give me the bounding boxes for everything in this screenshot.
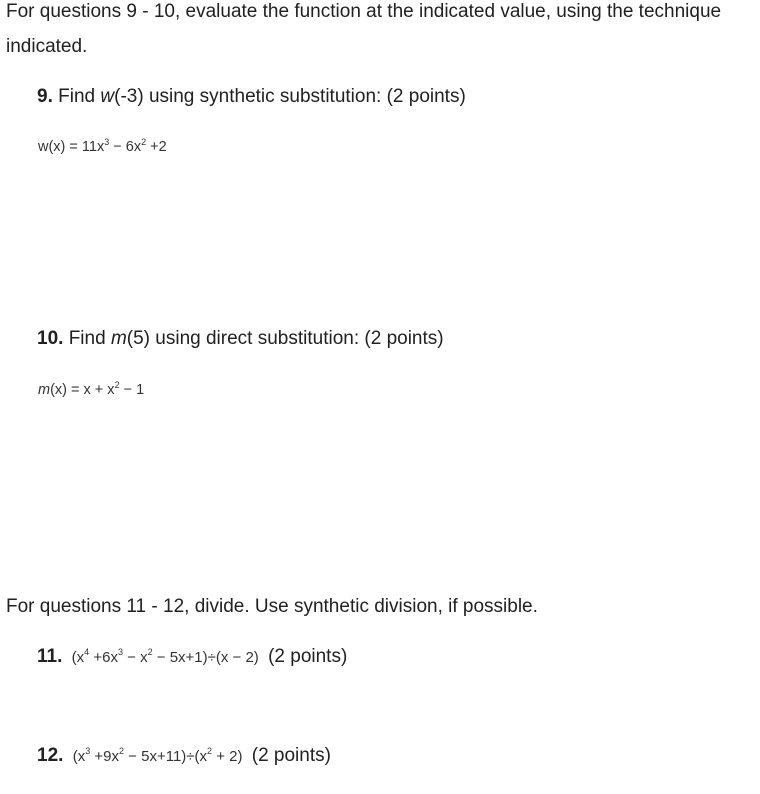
function-name: m — [110, 328, 127, 349]
expr-part: (x — [72, 748, 86, 765]
function-name: w — [100, 86, 115, 107]
expr-part: − x — [122, 649, 148, 666]
eq-exponent: 3 — [104, 137, 110, 147]
eq-exponent: 2 — [114, 380, 120, 390]
eq-part: w(x) = 11x — [38, 139, 105, 155]
expr-part: +6x — [89, 649, 118, 666]
question-number: 12. — [37, 745, 64, 766]
question-text-post: (-3) using synthetic substitution: (2 points) — [114, 86, 466, 107]
division-expression — [73, 748, 243, 765]
question-number: 10. — [37, 328, 64, 349]
expr-part: (x — [71, 649, 85, 666]
question-9 — [37, 86, 466, 108]
eq-part: − 1 — [119, 382, 145, 398]
eq-part: m — [38, 382, 51, 398]
expr-exponent: 3 — [117, 647, 123, 657]
equation-w — [38, 137, 167, 155]
instructions-9-10 — [6, 0, 721, 64]
instructions-11-12 — [6, 589, 538, 624]
question-text-pre: Find — [52, 86, 101, 107]
equation-m — [38, 380, 144, 398]
expr-exponent: 2 — [119, 746, 125, 756]
instructions-line2: indicated. — [6, 36, 88, 57]
expr-exponent: 2 — [207, 746, 213, 756]
expr-exponent: 4 — [84, 647, 90, 657]
eq-exponent: 2 — [141, 137, 147, 147]
points-label: (2 points) — [268, 646, 348, 667]
expr-part: − 5x+1)÷(x − 2) — [152, 649, 259, 666]
question-12 — [37, 745, 331, 767]
question-11 — [37, 646, 347, 668]
eq-part: − 6x — [109, 139, 142, 155]
question-number: 11. — [37, 646, 63, 667]
question-text-post: (5) using direct substitution: (2 points) — [126, 328, 444, 349]
eq-part: +2 — [146, 139, 167, 155]
question-text-pre: Find — [63, 328, 111, 349]
division-expression — [72, 649, 259, 666]
expr-exponent: 2 — [147, 647, 153, 657]
instructions-line1: For questions 11 - 12, divide. Use synthetic division, if possible. — [6, 596, 538, 617]
expr-part: − 5x+11)÷(x — [124, 748, 208, 765]
eq-part: (x) = x + x — [50, 382, 115, 398]
expr-exponent: 3 — [85, 746, 91, 756]
question-number: 9. — [37, 86, 53, 107]
expr-part: +9x — [90, 748, 119, 765]
instructions-line1: For questions 9 - 10, evaluate the function at the indicated value, using the technique — [6, 1, 722, 22]
question-10 — [37, 328, 444, 350]
expr-part: + 2) — [212, 748, 243, 765]
points-label: (2 points) — [251, 745, 331, 766]
